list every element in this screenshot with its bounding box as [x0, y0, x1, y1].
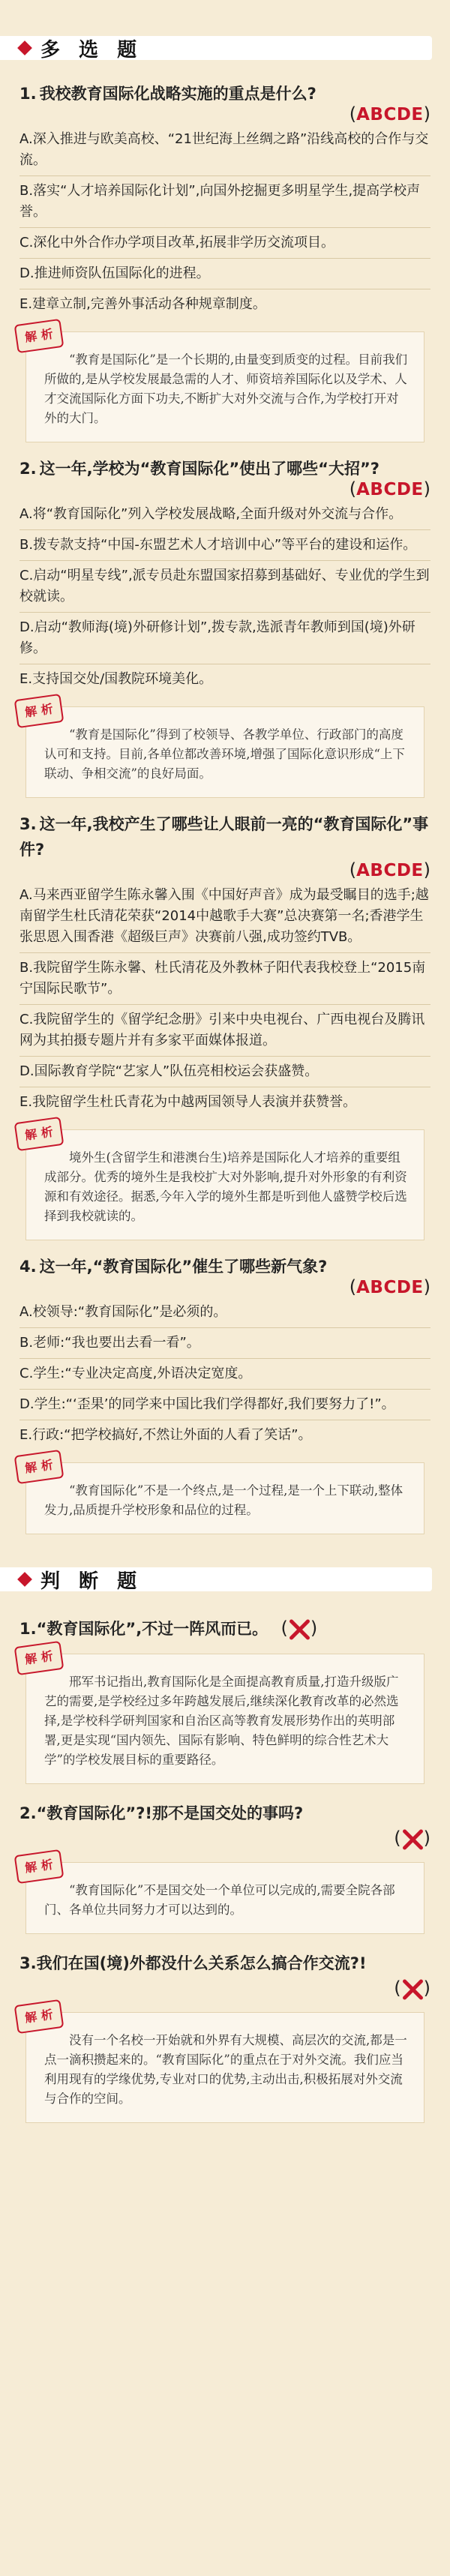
question-title	[20, 811, 430, 862]
option-item: D.学生:“‘歪果’的同学来中国比我们学得都好,我们要努力了!”。	[20, 1394, 430, 1420]
analysis-box	[23, 1457, 424, 1534]
section-title: 多 选 题	[40, 38, 143, 61]
question-text: 这一年,“教育国际化”催生了哪些新气象?	[39, 1258, 328, 1276]
section-title: 判 断 题	[40, 1570, 143, 1593]
option-item: B.落实“人才培养国际化计划”,向国外挖掘更多明星学生,提高学校声誉。	[20, 181, 430, 228]
question-number: 2.	[20, 460, 37, 478]
analysis-stamp: 解 析	[14, 694, 64, 728]
option-item: B.拨专款支持“中国-东盟艺术人才培训中心”等平台的建设和运作。	[20, 535, 430, 561]
option-item: E.我院留学生杜氏青花为中越两国领导人表演并获赞誉。	[20, 1094, 357, 1110]
question-text: “教育国际化”,不过一阵风而已。	[36, 1620, 268, 1638]
analysis-text: 没有一个名校一开始就和外界有大规模、高层次的交流,都是一点一滴积攒起来的。“教育国际化”的重点在于对外交流。我们应当利用现有的学缘优势,专业对口的优势,主动出击,积极拓展对外交流与合作的空间。	[44, 2033, 407, 2106]
analysis-stamp: 解 析	[14, 1999, 64, 2034]
answer-line: (ABCDE)	[349, 478, 430, 499]
question-title	[20, 1951, 430, 1976]
answer-text: ABCDE	[356, 861, 424, 880]
option-item: D.启动“教师海(境)外研修计划”,拨专款,选派青年教师到国(境)外研修。	[20, 617, 430, 664]
question-text: 我校教育国际化战略实施的重点是什么?	[39, 85, 316, 103]
option-item: A.将“教育国际化”列入学校发展战略,全面升级对外交流与合作。	[20, 504, 430, 530]
analysis-box	[23, 1124, 424, 1240]
analysis-text: “教育是国际化”得到了校领导、各教学单位、行政部门的高度认可和支持。目前,各单位都改善环境,增强了国际化意识形成“上下联动、争相交流”的良好局面。	[44, 727, 405, 781]
mc-question-1	[20, 81, 430, 319]
option-item: E.建章立制,完善外事活动各种规章制度。	[20, 296, 266, 312]
tf-question-1	[20, 1615, 430, 1642]
answer-bracket: ( )	[280, 1618, 318, 1639]
analysis-text: 境外生(含留学生和港澳台生)培养是国际化人才培养的重要组成部分。优秀的境外生是我校扩大对外影响,提升对外形象的有利资源和有效途径。据悉,今年入学的境外生都是听到他人盛赞学校后选择到我校就读的。	[44, 1150, 407, 1223]
analysis-box	[23, 701, 424, 798]
mc-question-4	[20, 1254, 430, 1450]
section-header-multiple	[0, 28, 450, 67]
option-item: B.我院留学生陈永馨、杜氏清花及外教林子阳代表我校登上“2015南宁国际民歌节”。	[20, 958, 430, 1005]
answer-line	[20, 1978, 430, 2000]
answer-text: ABCDE	[356, 105, 424, 124]
option-item: A.马来西亚留学生陈永馨入围《中国好声音》成为最受瞩目的选手;越南留学生杜氏清花荣获“2014中越歌手大赛”总决赛第一名;香港学生张思恩入围香港《超级巨声》决赛前八强,成功签约TVB。	[20, 885, 430, 953]
answer-text: ABCDE	[356, 480, 424, 499]
analysis-stamp: 解 析	[14, 1641, 64, 1675]
question-text: 我们在国(境)外都没什么关系怎么搞合作交流?!	[36, 1954, 367, 1972]
options-list	[20, 885, 430, 1117]
question-title	[20, 81, 430, 106]
option-item: C.我院留学生的《留学纪念册》引来中央电视台、广西电视台及腾讯网为其拍摄专题片并有多家平面媒体报道。	[20, 1009, 430, 1057]
question-title	[20, 456, 430, 481]
answer-line: (ABCDE)	[349, 859, 430, 880]
options-list	[20, 504, 430, 694]
option-item: A.校领导:“教育国际化”是必须的。	[20, 1302, 430, 1328]
analysis-box	[23, 1648, 424, 1784]
question-number: 4.	[20, 1258, 37, 1276]
option-item: D.推进师资队伍国际化的进程。	[20, 263, 430, 289]
analysis-stamp: 解 析	[14, 1849, 64, 1884]
option-item: A.深入推进与欧美高校、“21世纪海上丝绸之路”沿线高校的合作与交流。	[20, 129, 430, 176]
options-list	[20, 1302, 430, 1450]
analysis-text: 邢军书记指出,教育国际化是全面提高教育质量,打造升级版广艺的需要,是学校经过多年跨越发展后,继续深化教育改革的必然选择,是学校科学研判国家和自治区高等教育发展形势作出的英明部署,更是实现“国内领先、国际有影响、特色鲜明的综合性艺术大学”的学校发展目标的重要路径。	[44, 1675, 399, 1767]
answer-text: ABCDE	[356, 1278, 424, 1297]
question-text: “教育国际化”?!那不是国交处的事吗?	[36, 1804, 304, 1822]
question-text: 这一年,学校为“教育国际化”使出了哪些“大招”?	[39, 460, 380, 478]
analysis-stamp: 解 析	[14, 1450, 64, 1484]
cross-mark-icon	[401, 1828, 424, 1850]
analysis-box	[23, 326, 424, 442]
analysis-box	[23, 2007, 424, 2123]
option-item: D.国际教育学院“艺家人”队伍亮相校运会获盛赞。	[20, 1061, 430, 1087]
answer-line	[20, 1828, 430, 1850]
tf-question-3	[20, 1951, 430, 2000]
option-item: E.支持国交处/国教院环境美化。	[20, 671, 213, 687]
analysis-box	[23, 1857, 424, 1934]
option-item: B.老师:“我也要出去看一看”。	[20, 1333, 430, 1359]
answer-bracket: ( )	[394, 1978, 430, 1999]
question-title	[20, 1254, 430, 1279]
option-item: E.行政:“把学校搞好,不然让外面的人看了笑话”。	[20, 1427, 312, 1443]
mc-question-3	[20, 811, 430, 1117]
question-number: 3.	[20, 815, 37, 833]
section-header-judge	[0, 1560, 450, 1599]
tf-question-2	[20, 1801, 430, 1850]
question-number: 1.	[20, 1620, 37, 1638]
analysis-text: “教育国际化”不是国交处一个单位可以完成的,需要全院各部门、各单位共同努力才可以达到的。	[44, 1883, 395, 1917]
options-list	[20, 129, 430, 319]
question-number: 1.	[20, 85, 37, 103]
cross-mark-icon	[288, 1618, 310, 1640]
analysis-text: “教育国际化”不是一个终点,是一个过程,是一个上下联动,整体发力,品质提升学校形象和品位的过程。	[44, 1483, 404, 1517]
analysis-text: “教育是国际化”是一个长期的,由量变到质变的过程。目前我们所做的,是从学校发展最急需的人才、师资培养国际化以及学术、人才交流国际化方面下功夫,不断扩大对外交流与合作,为学校打开对外的大门。	[44, 352, 408, 425]
question-number: 3.	[20, 1954, 37, 1972]
question-number: 2.	[20, 1804, 37, 1822]
question-text: 这一年,我校产生了哪些让人眼前一亮的“教育国际化”事件?	[20, 815, 429, 859]
answer-bracket: ( )	[394, 1828, 430, 1849]
mc-question-2	[20, 456, 430, 694]
question-title	[20, 1801, 430, 1826]
cross-mark-icon	[401, 1978, 424, 2000]
question-title	[20, 1615, 430, 1642]
answer-line: (ABCDE)	[349, 1276, 430, 1297]
answer-line: (ABCDE)	[349, 103, 430, 124]
option-item: C.学生:“专业决定高度,外语决定宽度。	[20, 1363, 430, 1390]
option-item: C.启动“明星专线”,派专员赴东盟国家招募到基础好、专业优的学生到校就读。	[20, 565, 430, 613]
analysis-stamp: 解 析	[14, 319, 64, 353]
option-item: C.深化中外合作办学项目改革,拓展非学历交流项目。	[20, 232, 430, 259]
analysis-stamp: 解 析	[14, 1117, 64, 1151]
